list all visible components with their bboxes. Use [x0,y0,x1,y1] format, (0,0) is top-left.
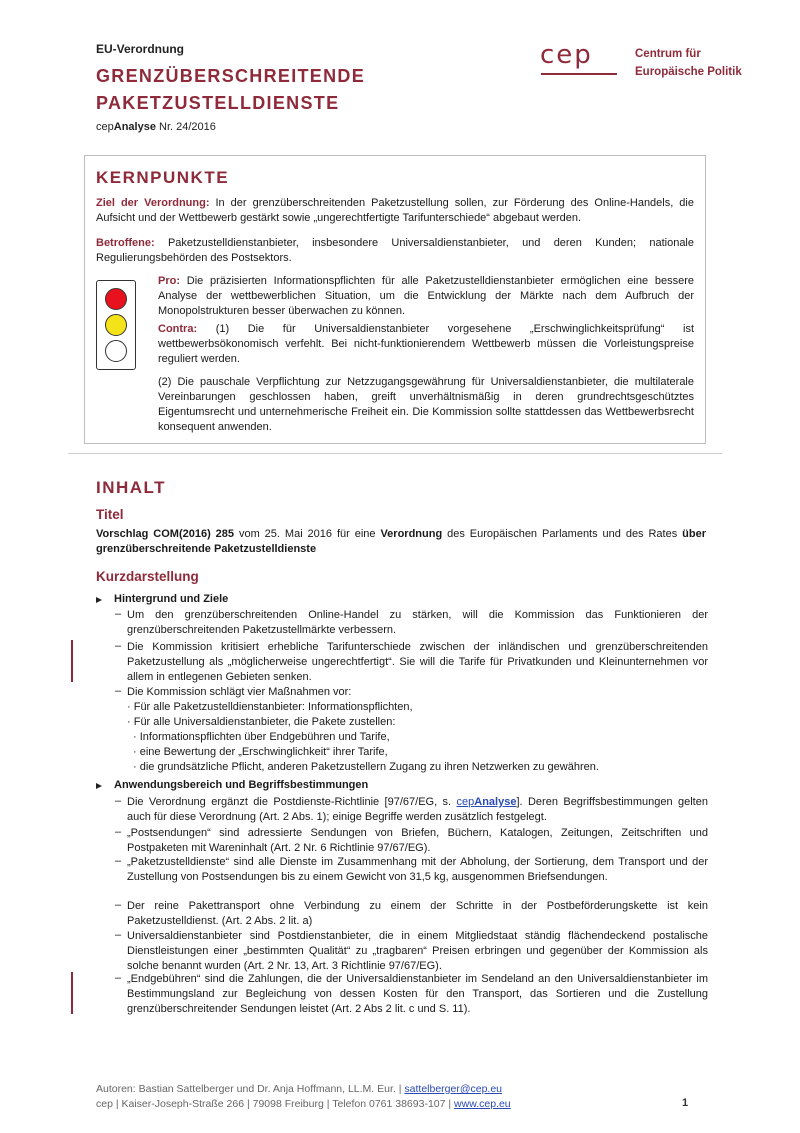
section-1-heading: Hintergrund und Ziele [114,593,229,605]
pro-label: Pro: [158,275,180,287]
red-lamp-icon [105,288,127,310]
page-number: 1 [682,1097,689,1109]
contra-paragraph [158,322,694,367]
logo-underline [541,73,617,75]
link-prefix: cep [456,796,475,808]
yellow-lamp-icon [105,314,127,336]
dash-bullet: – [115,608,122,620]
section-divider [68,453,722,454]
section-arrow-icon [96,783,102,789]
dash-bullet: – [115,929,122,941]
betroffene-paragraph [96,236,694,266]
sub-sub-item: · Informationspflichten über Endgebühren und Tarife, [133,731,390,743]
title-line-1: GRENZÜBERSCHREITENDE [96,66,366,86]
ziel-paragraph [96,196,694,226]
list-item: Universaldienstanbieter sind Postdienstanbieter, die in einem Mitgliedstaat ständig flächendeckend postalische Dienstleistungen einer „bestimmten Qualität“ zu „tragbaren“ Preisen erbringen und gegenüber der Kommission als solche benannt wurden (Art. 2 Nr. 13, Art. 3 Richtlinie 97/67/EG). [127,930,708,972]
traffic-light-icon [96,280,136,370]
section-2-heading: Anwendungsbereich und Begriffsbestimmungen [114,779,369,791]
titel-date: vom 25. Mai 2016 für eine [234,528,381,540]
betroffene-label: Betroffene: [96,237,155,249]
pro-text: Die präzisierten Informationspflichten für alle Paketzustelldienstanbieter ermöglichen eine bessere Analyse der wettbewerblichen Situation, um die Entwicklung der Märkte nach dem Aufbruch der Monopolstrukturen besser überwachen zu können. [158,275,694,317]
list-item: Um den grenzüberschreitenden Online-Handel zu stärken, will die Kommission das Funktionieren der grenzüberschreitenden Paketzustellmärkte verbessern. [127,609,708,636]
list-item [127,795,708,825]
contra-text: (1) Die für Universaldienstanbieter vorgesehene „Erschwinglichkeitsprüfung“ ist wettbewerbsökonomisch verfehlt. Bei nicht-funktionierendem Wettbewerb müssen die Vorleistungspreise reguliert werden. [158,323,694,365]
titel-heading: Titel [96,507,124,522]
logo-tagline [635,45,742,81]
list-item: „Postsendungen“ sind adressierte Sendungen von Briefen, Büchern, Katalogen, Zeitungen, Zeitschriften und Postpaketen mit Wareninhalt (Art. 2 Nr. 6 Richtlinie 97/67/EG). [127,827,708,854]
dash-bullet: – [115,795,122,807]
white-lamp-icon [105,340,127,362]
kurzdarstellung-heading: Kurzdarstellung [96,569,199,584]
contra-2-paragraph: (2) Die pauschale Verpflichtung zur Netzzugangsgewährung für Universaldienstanbieter, die multilaterale Vereinbarungen geschlossen haben, greift unverhältnismäßig in deren grundrechtsgeschütztes Eigentumsrecht und unternehmerische Freiheit ein. Die Kommission sollte stattdessen das Wettbewerbsrecht konsequent anwenden. [158,376,694,433]
inhalt-heading: INHALT [96,478,167,497]
list-item: „Endgebühren“ sind die Zahlungen, die der Universaldienstanbieter im Sendeland an den Universaldienstanbieter im Bestimmungsland zur Begleichung von dessen Kosten für den Transport, das Sortieren und die Zustellung grenzüberschreitender Sendungen leistet (Art. 2 Abs 2 lit. c und S. 11). [127,973,708,1015]
series-bold: Analyse [113,121,156,133]
series-rest: Nr. 24/2016 [155,121,216,133]
sub-item: · Für alle Universaldienstanbieter, die Pakete zustellen: [127,716,396,728]
dash-bullet: – [115,685,122,697]
contra-label: Contra: [158,323,198,335]
titel-com: Vorschlag COM(2016) 285 [96,528,235,540]
ziel-text: In der grenzüberschreitenden Paketzustellung sollen, zur Förderung des Online-Handels, die Aufsicht und der Wettbewerb gestärkt sowie „ungerechtfertigte Tarifunterschiede“ abgebaut werden. [96,197,694,224]
footer-address [96,1098,511,1110]
series-number [96,121,216,133]
sub-sub-item: · eine Bewertung der „Erschwinglichkeit“ ihrer Tarife, [133,746,388,758]
cep-analyse-link[interactable] [457,796,517,808]
ziel-label: Ziel der Verordnung: [96,197,210,209]
footer-authors [96,1083,502,1095]
list-item: „Paketzustelldienste“ sind alle Dienste im Zusammenhang mit der Abholung, der Sortierung, dem Transport und der Zustellung von Postsendungen bis zu einem Gewicht von 31,5 kg, ausgenommen Briefsendungen. [127,856,708,883]
dash-bullet: – [115,972,122,984]
list-item: Die Kommission schlägt vier Maßnahmen vor: [127,686,352,698]
change-marker [71,640,73,682]
betroffene-text: Paketzustelldienstanbieter, insbesondere Universaldienstanbieter, und deren Kunden; nationale Regulierungsbehörden des Postsektors. [96,237,694,264]
dash-bullet: – [115,899,122,911]
authors-text: Autoren: Bastian Sattelberger und Dr. Anja Hoffmann, LL.M. Eur. | [96,1083,405,1095]
logo-tag-line-2: Europäische Politik [635,66,742,78]
series-prefix: cep [96,121,114,133]
list-item: Die Kommission kritisiert erhebliche Tarifunterschiede zwischen der inländischen und grenzüberschreitenden Paketzustellung als „möglicherweise ungerechtfertigt“. Sie will die Tarife für Privatkunden und Kleinunternehmen vor allem in entlegenen Gebieten senken. [127,641,708,683]
kernpunkte-title: KERNPUNKTE [96,168,230,187]
titel-parliament: des Europäischen Parlaments und des Rates [442,528,683,540]
link-bold: Analyse [474,796,517,808]
titel-subject: über grenzüberschreitende Paketzustelldienste [96,528,706,555]
item-text: ]. Deren Begriffsbestimmungen gelten auch für diese Verordnung (Art. 2 Abs. 1); einige Begriffe werden zusätzlich festgelegt. [127,796,708,823]
sub-item: · Für alle Paketzustelldienstanbieter: Informationspflichten, [127,701,413,713]
titel-paragraph [96,527,706,557]
title-line-2: PAKETZUSTELLDIENSTE [96,93,340,113]
sub-sub-item: · die grundsätzliche Pflicht, anderen Paketzustellern Zugang zu ihren Netzwerken zu gewähren. [133,761,599,773]
section-arrow-icon [96,597,102,603]
dash-bullet: – [115,826,122,838]
document-title [96,63,365,117]
dash-bullet: – [115,855,122,867]
list-item: Der reine Pakettransport ohne Verbindung zu einem der Schritte in der Postbeförderungskette ist kein Paketzustelldienst. (Art. 2 Abs. 2 lit. a) [127,900,708,927]
change-marker [71,972,73,1014]
cep-logo: cep [540,40,593,70]
website-link[interactable]: www.cep.eu [454,1098,511,1110]
address-text: cep | Kaiser-Joseph-Straße 266 | 79098 Freiburg | Telefon 0761 38693-107 | [96,1098,455,1110]
dash-bullet: – [115,640,122,652]
titel-verordnung: Verordnung [380,528,443,540]
logo-tag-line-1: Centrum für [635,48,701,60]
document-kicker: EU-Verordnung [96,42,185,56]
email-link[interactable]: sattelberger@cep.eu [404,1083,503,1095]
pro-paragraph [158,274,694,319]
item-text: Die Verordnung ergänzt die Postdienste-Richtlinie [97/67/EG, s. [127,796,457,808]
